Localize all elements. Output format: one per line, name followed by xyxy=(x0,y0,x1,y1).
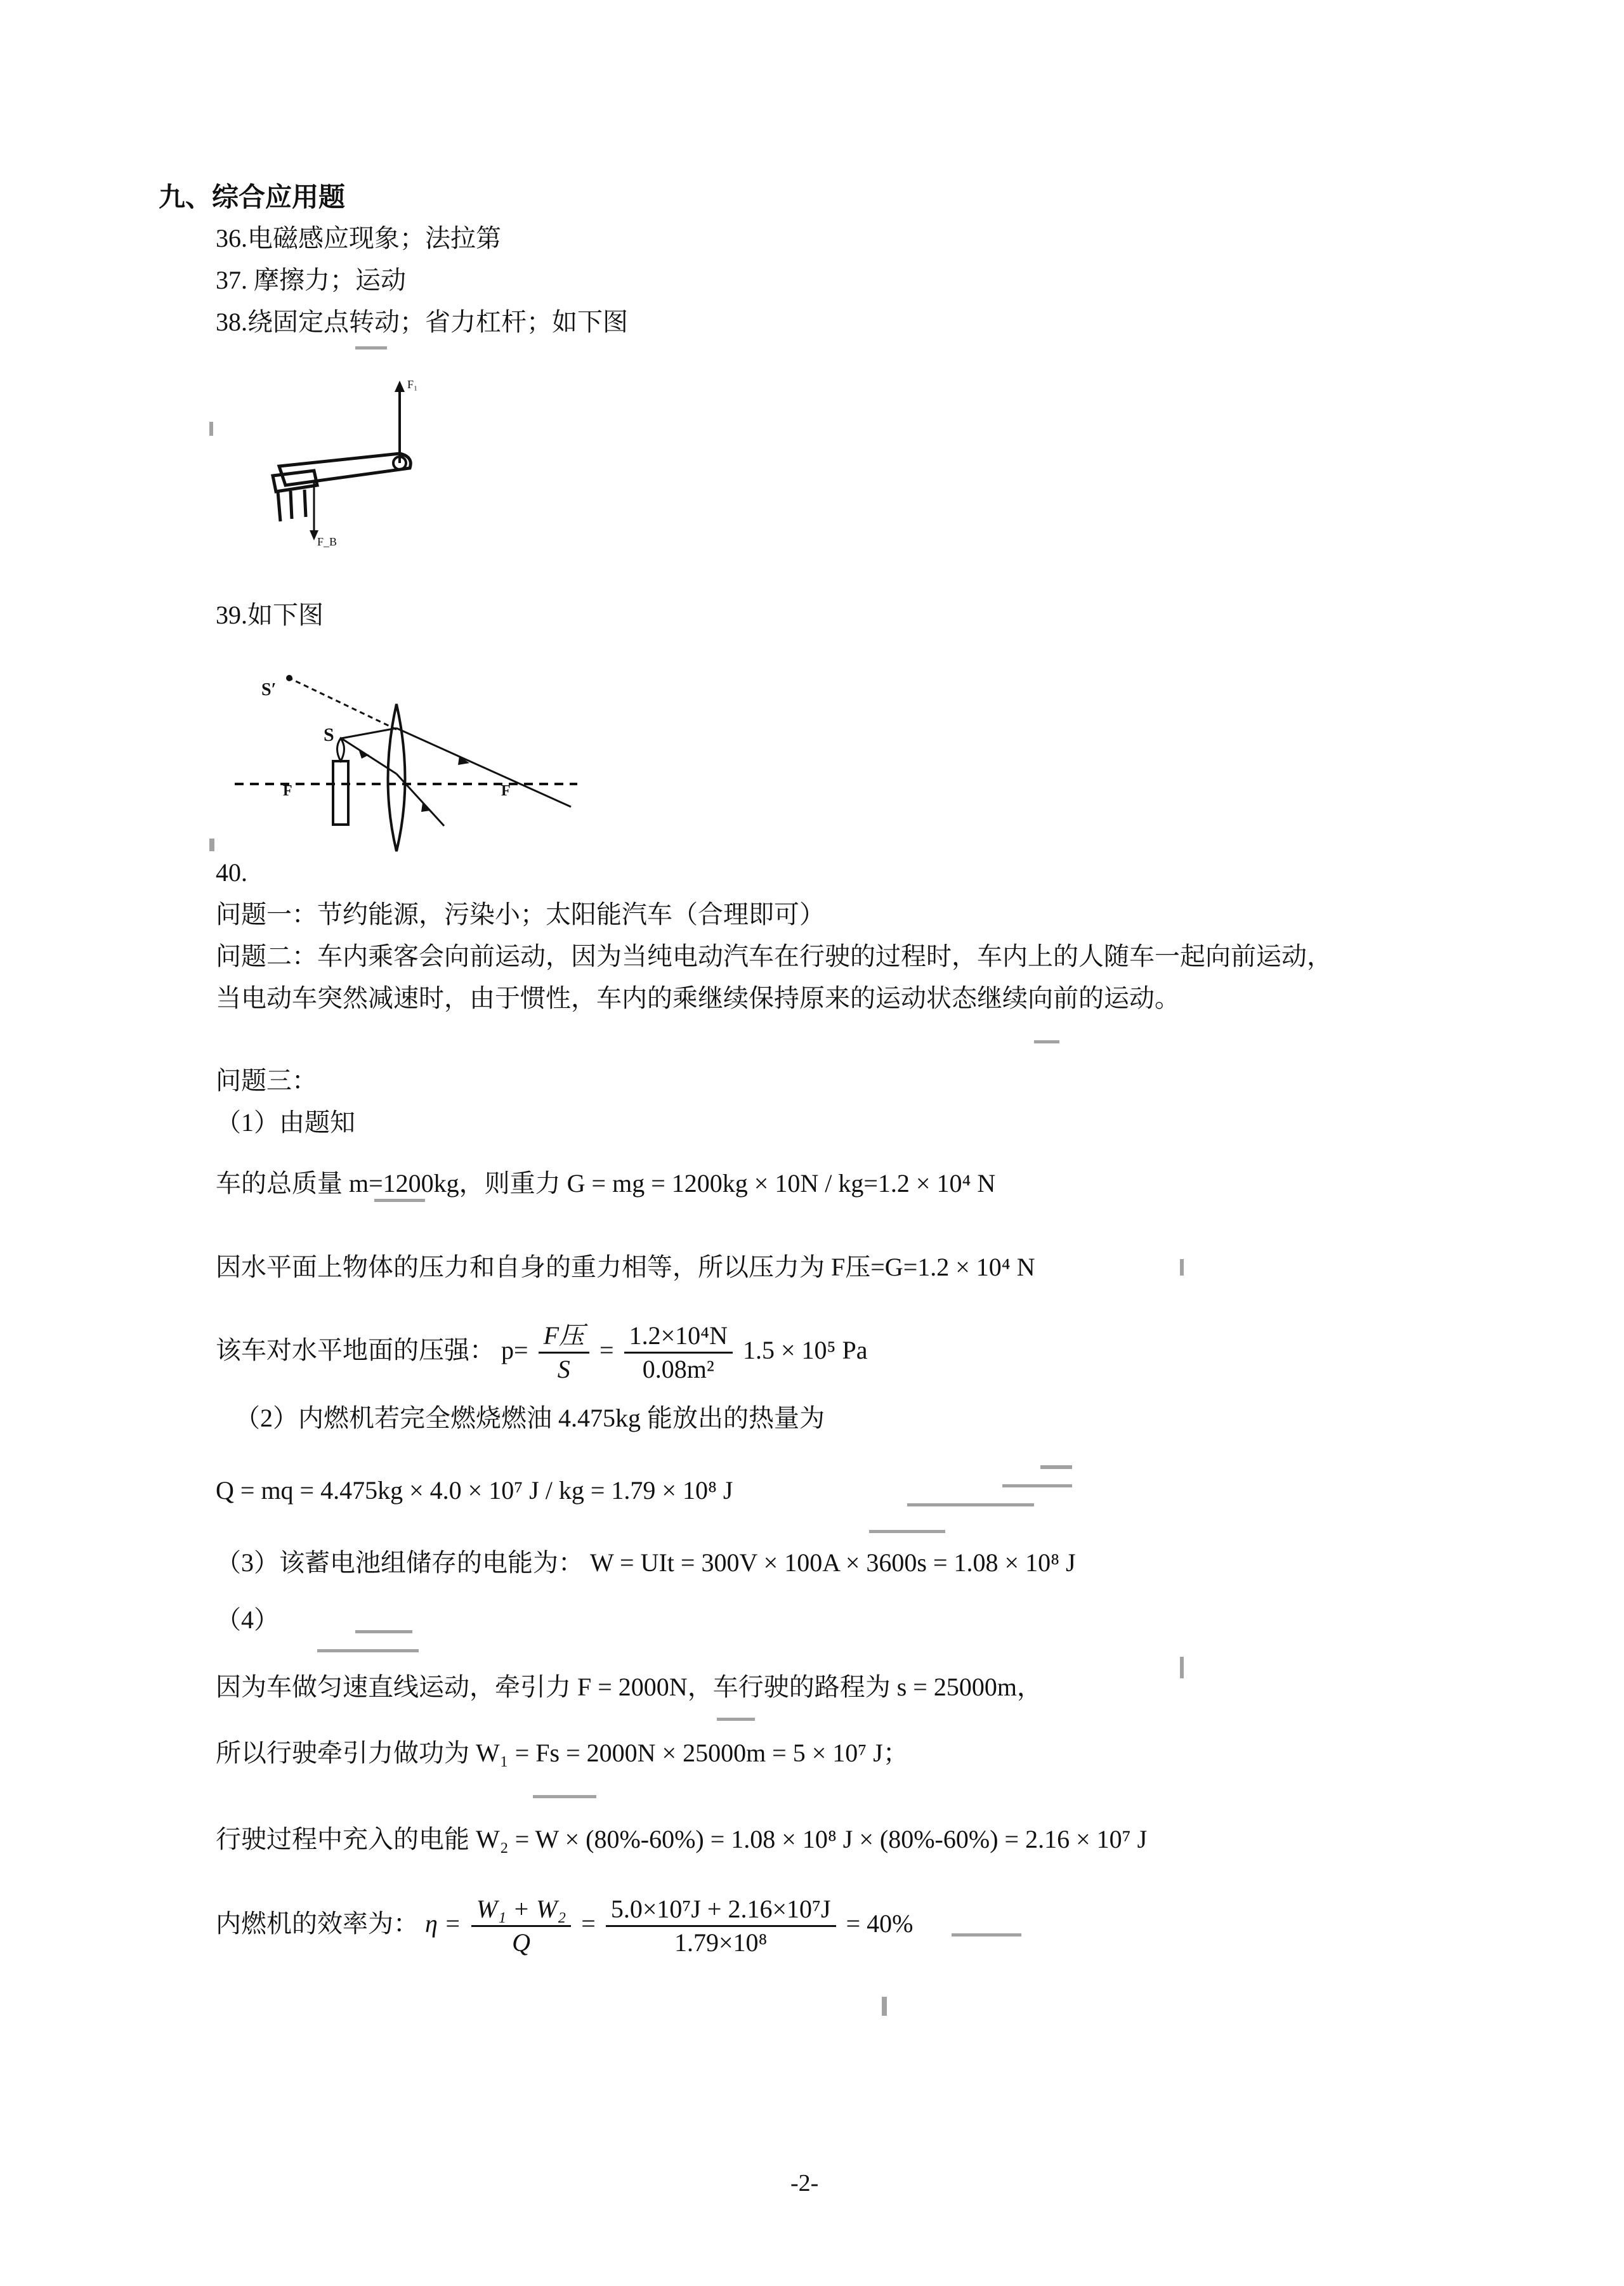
scan-speck xyxy=(1180,1657,1184,1678)
scan-speck xyxy=(355,346,387,349)
pressure-denominator-numeric: 0.08m² xyxy=(642,1355,714,1384)
scan-speck xyxy=(209,422,213,436)
heat-calculation: Q = mq = 4.475kg × 4.0 × 10⁷ J / kg = 1.79 × 10⁸ J xyxy=(216,1476,733,1505)
answer-37: 37. 摩擦力；运动 xyxy=(216,266,406,294)
pressure-numerator-numeric: 1.2×10⁴N xyxy=(624,1323,733,1354)
scan-speck xyxy=(717,1718,755,1721)
question-3-part-1: （1）由题知 xyxy=(216,1108,355,1137)
force-f1-label: F₁ xyxy=(407,378,418,391)
efficiency-prefix: 内燃机的效率为： xyxy=(216,1909,419,1938)
scan-speck xyxy=(1002,1484,1072,1487)
scan-speck xyxy=(533,1795,596,1798)
answer-39: 39.如下图 xyxy=(216,601,324,629)
label-focus-right: F xyxy=(501,783,511,799)
pressure-lhs: p= xyxy=(501,1336,528,1364)
scan-speck xyxy=(1034,1040,1059,1043)
weight-calculation: 车的总质量 m=1200kg，则重力 G = mg = 1200kg × 10N / kg=1.2 × 10⁴ N xyxy=(216,1169,996,1198)
efficiency-denominator-symbolic: Q xyxy=(512,1928,531,1957)
label-s: S xyxy=(324,724,334,745)
scan-speck xyxy=(374,1199,425,1202)
answer-40: 40. xyxy=(216,858,247,887)
pressure-result: 1.5 × 10⁵ Pa xyxy=(742,1336,868,1364)
charged-energy-calculation: 行驶过程中充入的电能 W₂ = W × (80%-60%) = 1.08 × 10⁸ J × (80%-60%) = 2.16 × 10⁷ J xyxy=(216,1825,1148,1853)
pressure-force-calculation: 因水平面上物体的压力和自身的重力相等，所以压力为 F压=G=1.2 × 10⁴ N xyxy=(216,1253,1035,1281)
pressure-equals: = xyxy=(599,1336,614,1364)
pressure-denominator-symbolic: S xyxy=(557,1355,570,1384)
traction-work-calculation: 所以行驶牵引力做功为 W₁ = Fs = 2000N × 25000m = 5 × 10⁷ J； xyxy=(216,1739,908,1767)
label-s-prime: S′ xyxy=(261,680,277,700)
efficiency-equals: = xyxy=(581,1909,596,1938)
answer-36: 36.电磁感应现象；法拉第 xyxy=(216,224,501,252)
scan-speck xyxy=(317,1649,419,1652)
question-3-part-2: （2）内燃机若完全燃烧燃油 4.475kg 能放出的热量为 xyxy=(235,1404,825,1432)
question-3-title: 问题三： xyxy=(216,1066,317,1095)
efficiency-numerator-numeric: 5.0×10⁷J + 2.16×10⁷J xyxy=(606,1896,836,1927)
answer-38: 38.绕固定点转动；省力杠杆；如下图 xyxy=(216,308,628,336)
label-focus-left: F xyxy=(283,783,292,799)
efficiency-denominator-numeric: 1.79×10⁸ xyxy=(674,1928,768,1957)
efficiency-numerator-symbolic: W₁ + W₂ xyxy=(471,1896,571,1927)
scan-speck xyxy=(1040,1465,1072,1469)
scan-speck xyxy=(869,1530,945,1533)
scan-speck xyxy=(209,839,214,851)
uniform-motion-statement: 因为车做匀速直线运动，牵引力 F = 2000N，车行驶的路程为 s = 25000m， xyxy=(216,1673,1042,1701)
efficiency-result: = 40% xyxy=(846,1909,914,1938)
section-title: 九、综合应用题 xyxy=(159,183,346,212)
scan-speck xyxy=(882,1997,887,2016)
page-number: -2- xyxy=(790,2170,819,2197)
battery-energy-calculation: （3）该蓄电池组储存的电能为： W = UIt = 300V × 100A × 3600s = 1.08 × 10⁸ J xyxy=(216,1548,1076,1577)
pressure-numerator-symbolic: F压 xyxy=(539,1323,589,1354)
question-2-line-2: 当电动车突然减速时，由于惯性，车内的乘继续保持原来的运动状态继续向前的运动。 xyxy=(216,984,1180,1012)
question-1-answer: 问题一：节约能源，污染小；太阳能汽车（合理即可） xyxy=(216,900,825,929)
efficiency-eta: η = xyxy=(425,1909,461,1938)
scan-speck xyxy=(907,1503,1034,1506)
scan-speck xyxy=(952,1933,1021,1937)
question-3-part-4: （4） xyxy=(216,1605,279,1634)
scan-speck xyxy=(1180,1259,1184,1276)
pressure-prefix: 该车对水平地面的压强： xyxy=(216,1336,495,1364)
scan-speck xyxy=(355,1630,412,1633)
force-fb-label: F_B xyxy=(317,535,337,548)
question-2-line-1: 问题二：车内乘客会向前运动，因为当纯电动汽车在行驶的过程时，车内上的人随车一起向前运动， xyxy=(216,942,1332,970)
